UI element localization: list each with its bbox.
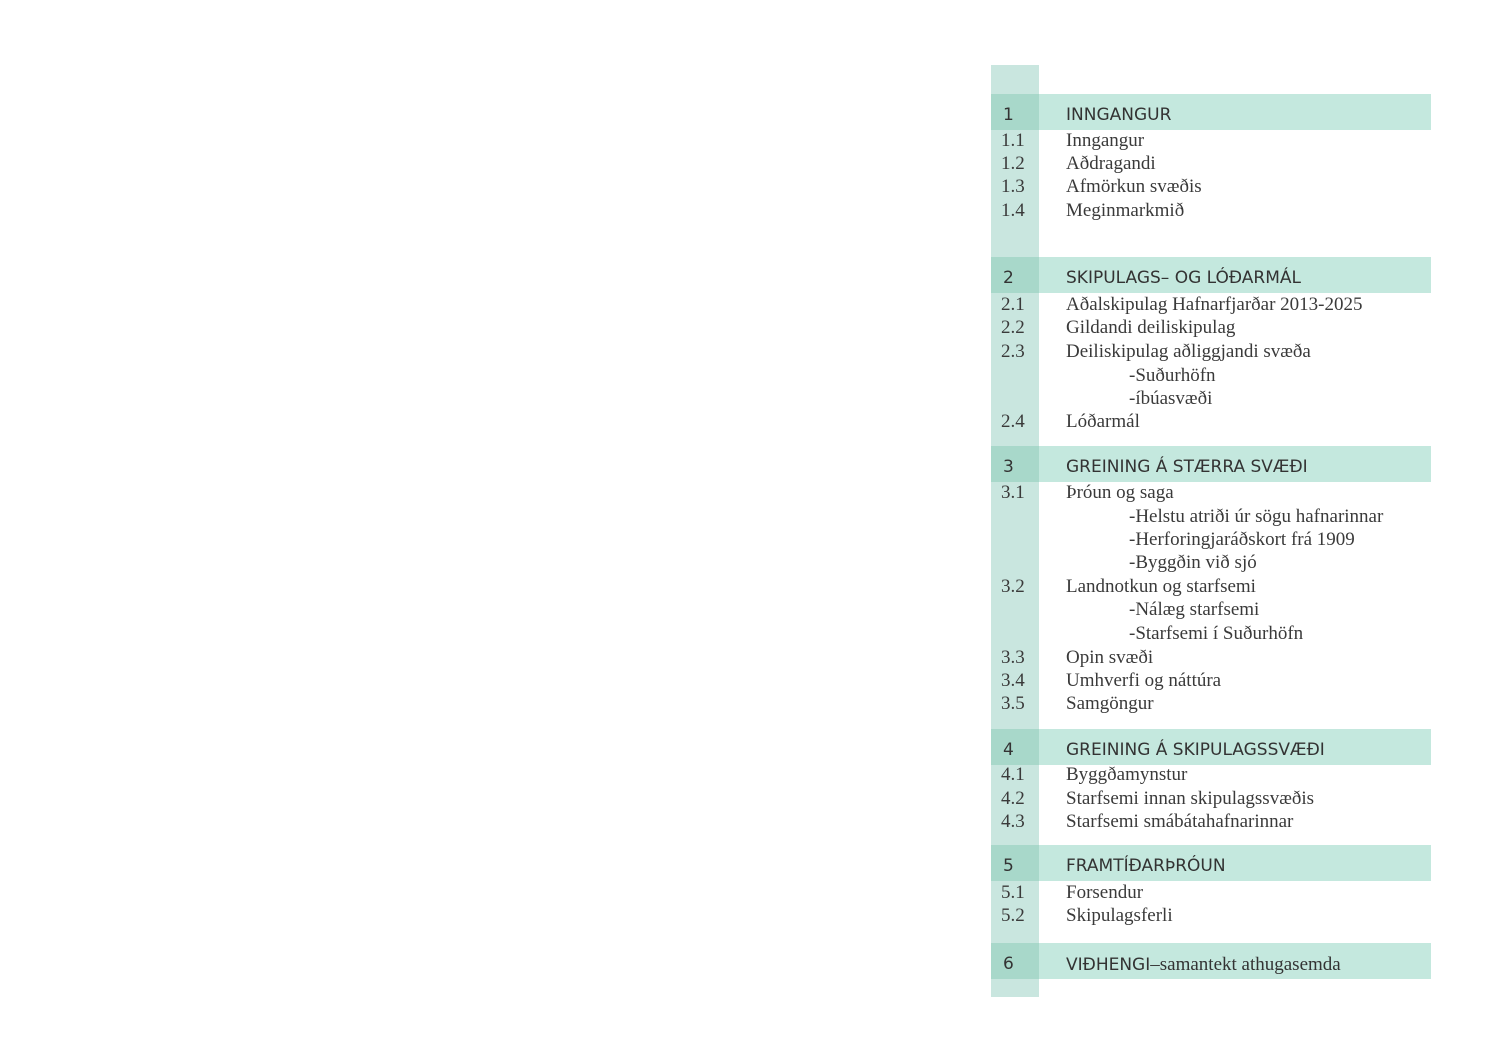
section-heading-2[interactable] [991,257,1431,293]
table-of-contents [991,0,1431,1061]
entry-number: 5.2 [1001,905,1025,926]
entry-title: Samgöngur [1066,693,1154,714]
toc-entry[interactable] [991,669,1431,692]
toc-entry[interactable] [991,881,1431,904]
toc-entry[interactable] [991,340,1431,363]
entry-title: Lóðarmál [1066,411,1140,432]
entry-title: -Suðurhöfn [1129,365,1216,386]
entry-number: 3.1 [1001,482,1025,503]
toc-entry[interactable] [991,787,1431,810]
toc-entry[interactable] [991,904,1431,927]
toc-subentry[interactable] [991,622,1431,645]
entry-title: Gildandi deiliskipulag [1066,317,1236,338]
entry-title: -Helstu atriði úr sögu hafnarinnar [1129,506,1384,527]
section-number-cell [991,943,1039,979]
section-number: 2 [1003,268,1014,288]
section-title-subtitle: –samantekt athugasemda [1150,954,1341,975]
entry-title: Opin svæði [1066,647,1154,668]
entry-title: Starfsemi innan skipulagssvæðis [1066,788,1315,809]
entry-title: -Nálæg starfsemi [1129,599,1260,620]
toc-entry[interactable] [991,152,1431,175]
section-number: 1 [1003,105,1014,125]
entry-title: Byggðamynstur [1066,764,1188,785]
toc-entry[interactable] [991,646,1431,669]
entry-title: -Herforingjaráðskort frá 1909 [1129,529,1355,550]
toc-entry[interactable] [991,810,1431,833]
toc-entry[interactable] [991,763,1431,786]
section-number-cell [991,729,1039,765]
toc-entry[interactable] [991,175,1431,198]
entry-number: 3.4 [1001,670,1025,691]
entry-number: 3.3 [1001,647,1025,668]
toc-entry[interactable] [991,316,1431,339]
toc-subentry[interactable] [991,598,1431,621]
entry-title: Landnotkun og starfsemi [1066,576,1256,597]
entry-number: 1.1 [1001,130,1025,151]
section-title: INNGANGUR [1066,105,1172,125]
section-title: GREINING Á SKIPULAGSSVÆÐI [1066,740,1325,760]
entry-number: 2.1 [1001,294,1025,315]
section-number-cell [991,845,1039,881]
section-title [1066,954,1341,976]
section-number-cell [991,257,1039,293]
section-title-main: VIÐHENGI [1066,955,1151,975]
toc-entry[interactable] [991,199,1431,222]
section-number-cell [991,446,1039,482]
section-title: GREINING Á STÆRRA SVÆÐI [1066,457,1308,477]
entry-title: Aðalskipulag Hafnarfjarðar 2013-2025 [1066,294,1363,315]
entry-title: -Byggðin við sjó [1129,552,1257,573]
toc-subentry[interactable] [991,387,1431,410]
section-number: 5 [1003,856,1014,876]
entry-number: 4.2 [1001,788,1025,809]
entry-title: Afmörkun svæðis [1066,176,1202,197]
section-title: SKIPULAGS– OG LÓÐARMÁL [1066,268,1301,288]
toc-entry[interactable] [991,410,1431,433]
section-title: FRAMTÍÐARÞRÓUN [1066,856,1226,876]
entry-title: Skipulagsferli [1066,905,1173,926]
toc-entry[interactable] [991,481,1431,504]
entry-title: Aðdragandi [1066,153,1156,174]
section-number-cell [991,94,1039,130]
entry-number: 4.1 [1001,764,1025,785]
entry-title: Forsendur [1066,882,1144,903]
toc-entry[interactable] [991,575,1431,598]
entry-title: -íbúasvæði [1129,388,1213,409]
entry-title: Þróun og saga [1066,482,1174,503]
entry-number: 2.4 [1001,411,1025,432]
entry-title: Meginmarkmið [1066,200,1185,221]
entry-number: 1.2 [1001,153,1025,174]
entry-title: Umhverfi og náttúra [1066,670,1222,691]
entry-number: 2.3 [1001,341,1025,362]
entry-number: 4.3 [1001,811,1025,832]
toc-entry[interactable] [991,129,1431,152]
toc-subentry[interactable] [991,551,1431,574]
entry-number: 1.4 [1001,200,1025,221]
entry-title: Inngangur [1066,130,1145,151]
section-heading-6[interactable] [991,943,1431,979]
toc-subentry[interactable] [991,364,1431,387]
toc-subentry[interactable] [991,528,1431,551]
section-heading-5[interactable] [991,845,1431,881]
section-heading-3[interactable] [991,446,1431,482]
toc-entry[interactable] [991,293,1431,316]
section-number: 6 [1003,954,1014,974]
entry-title: Starfsemi smábátahafnarinnar [1066,811,1294,832]
entry-title: Deiliskipulag aðliggjandi svæða [1066,341,1311,362]
section-heading-1[interactable] [991,94,1431,130]
section-number: 4 [1003,740,1014,760]
entry-number: 3.5 [1001,693,1025,714]
entry-number: 3.2 [1001,576,1025,597]
section-heading-4[interactable] [991,729,1431,765]
section-number: 3 [1003,457,1014,477]
entry-number: 2.2 [1001,317,1025,338]
toc-entry[interactable] [991,692,1431,715]
entry-number: 5.1 [1001,882,1025,903]
entry-number: 1.3 [1001,176,1025,197]
entry-title: -Starfsemi í Suðurhöfn [1129,623,1304,644]
toc-subentry[interactable] [991,505,1431,528]
